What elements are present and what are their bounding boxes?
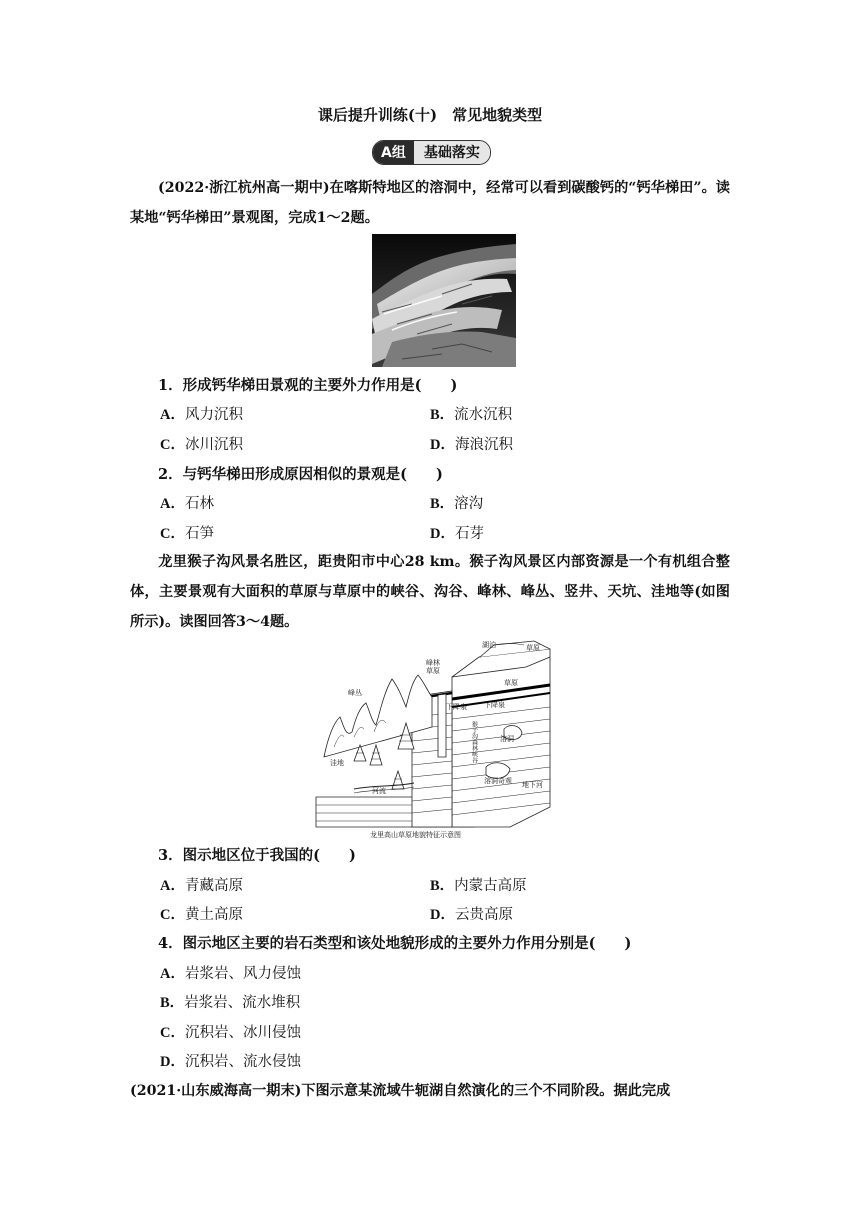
q4-option-a-text: 岩浆岩、风力侵蚀	[184, 966, 301, 982]
label-peak-forest: 峰林	[426, 659, 440, 667]
q3-option-a-text: 青藏高原	[184, 878, 243, 894]
label-lake: 湖泊	[482, 641, 496, 649]
badge-group: A组	[373, 141, 414, 164]
intro-paragraph-1	[130, 173, 730, 233]
q2-option-d-text: 石芽	[454, 526, 484, 542]
q3-option-b-text: 内蒙古高原	[454, 878, 527, 894]
label-grassland-2: 草原	[426, 667, 440, 675]
q2-option-c-text: 石笋	[184, 526, 214, 542]
label-depression: 洼地	[330, 759, 344, 767]
q2-option-a-key: A．	[160, 496, 185, 512]
label-spring-2: 下降泉	[484, 701, 505, 709]
intro-paragraph-3	[130, 1076, 730, 1106]
travertine-terrace-photo	[372, 234, 516, 367]
q4-option-a[interactable]	[160, 964, 301, 984]
q1-option-a[interactable]	[160, 405, 243, 425]
q3-option-d-text: 云贵高原	[454, 907, 513, 923]
question-3-stem: 3．图示地区位于我国的( )	[158, 847, 356, 864]
question-1-stem: 1．形成钙华梯田景观的主要外力作用是( )	[158, 377, 458, 394]
q4-option-a-key: A．	[160, 966, 185, 982]
q3-option-d-key: D．	[430, 907, 455, 923]
label-cave-wonder: 溶洞奇观	[484, 777, 512, 785]
q2-option-d[interactable]	[430, 524, 484, 544]
q3-option-a-key: A．	[160, 878, 185, 894]
q2-option-c-key: C．	[160, 526, 185, 542]
figure-2-caption: 龙里高山草原地貌特征示意图	[370, 831, 461, 839]
q1-option-c-key: C．	[160, 437, 185, 453]
label-grassland-1: 草原	[526, 644, 540, 652]
q4-option-d-key: D．	[160, 1054, 185, 1070]
intro-1-text: (2022·浙江杭州高一期中)在喀斯特地区的溶洞中，经常可以看到碳酸钙的“钙华梯田”。读某地“钙华梯田”景观图，完成1～2题。	[130, 180, 730, 226]
q3-option-c-text: 黄土高原	[184, 907, 243, 923]
label-grassland-3: 草原	[504, 679, 518, 687]
q4-option-c-text: 沉积岩、冰川侵蚀	[184, 1025, 301, 1041]
q4-option-d-text: 沉积岩、流水侵蚀	[184, 1054, 301, 1070]
q4-option-c-key: C．	[160, 1025, 185, 1041]
q2-option-b[interactable]	[430, 494, 483, 514]
label-canyon: 猴子沟森林峡谷	[470, 721, 478, 763]
q1-option-a-key: A．	[160, 407, 185, 423]
q4-option-b-key: B．	[160, 995, 185, 1011]
question-4-stem: 4．图示地区主要的岩石类型和该处地貌形成的主要外力作用分别是( )	[158, 935, 632, 952]
label-underground-river: 地下河	[522, 781, 543, 789]
label-river: 河流	[372, 787, 386, 795]
label-cave: 溶洞	[500, 735, 514, 743]
q2-option-a-text: 石林	[184, 496, 214, 512]
q2-option-b-text: 溶沟	[454, 496, 484, 512]
q1-option-b-text: 流水沉积	[454, 407, 513, 423]
intro-2-text: 龙里猴子沟风景名胜区，距贵阳市中心28 km。猴子沟风景区内部资源是一个有机组合整体，主要景观有大面积的草原与草原中的峡谷、沟谷、峰林、峰丛、竖井、天坑、洼地等(如图所示)。读图回答3～4题。	[130, 554, 730, 630]
q4-option-b-text: 岩浆岩、流水堆积	[184, 995, 301, 1011]
q3-option-a[interactable]	[160, 876, 243, 896]
label-peak-cluster: 峰丛	[348, 689, 362, 697]
karst-landform-diagram	[314, 637, 558, 841]
section-badge	[372, 140, 491, 165]
q1-option-c[interactable]	[160, 435, 243, 455]
page-title: 课后提升训练(十) 常见地貌类型	[317, 106, 543, 124]
q4-option-d[interactable]	[160, 1052, 301, 1072]
q2-option-c[interactable]	[160, 524, 214, 544]
label-spring-1: 下降泉	[446, 703, 467, 711]
q4-option-b[interactable]	[160, 993, 300, 1013]
q3-option-c-key: C．	[160, 907, 185, 923]
q3-option-c[interactable]	[160, 905, 243, 925]
q1-option-b[interactable]	[430, 405, 512, 425]
q3-option-d[interactable]	[430, 905, 513, 925]
q1-option-b-key: B．	[430, 407, 455, 423]
q1-option-c-text: 冰川沉积	[184, 437, 243, 453]
q4-option-c[interactable]	[160, 1023, 301, 1043]
q1-option-d[interactable]	[430, 435, 513, 455]
q2-option-b-key: B．	[430, 496, 455, 512]
q1-option-d-text: 海浪沉积	[454, 437, 513, 453]
q1-option-a-text: 风力沉积	[184, 407, 243, 423]
q2-option-d-key: D．	[430, 526, 455, 542]
intro-3-text: (2021·山东威海高一期末)下图示意某流域牛轭湖自然演化的三个不同阶段。据此完成	[130, 1083, 671, 1099]
intro-paragraph-2	[130, 547, 730, 637]
q1-option-d-key: D．	[430, 437, 455, 453]
q3-option-b[interactable]	[430, 876, 527, 896]
q2-option-a[interactable]	[160, 494, 214, 514]
badge-label: 基础落实	[414, 141, 490, 164]
question-2-stem: 2．与钙华梯田形成原因相似的景观是( )	[158, 466, 443, 483]
q3-option-b-key: B．	[430, 878, 455, 894]
